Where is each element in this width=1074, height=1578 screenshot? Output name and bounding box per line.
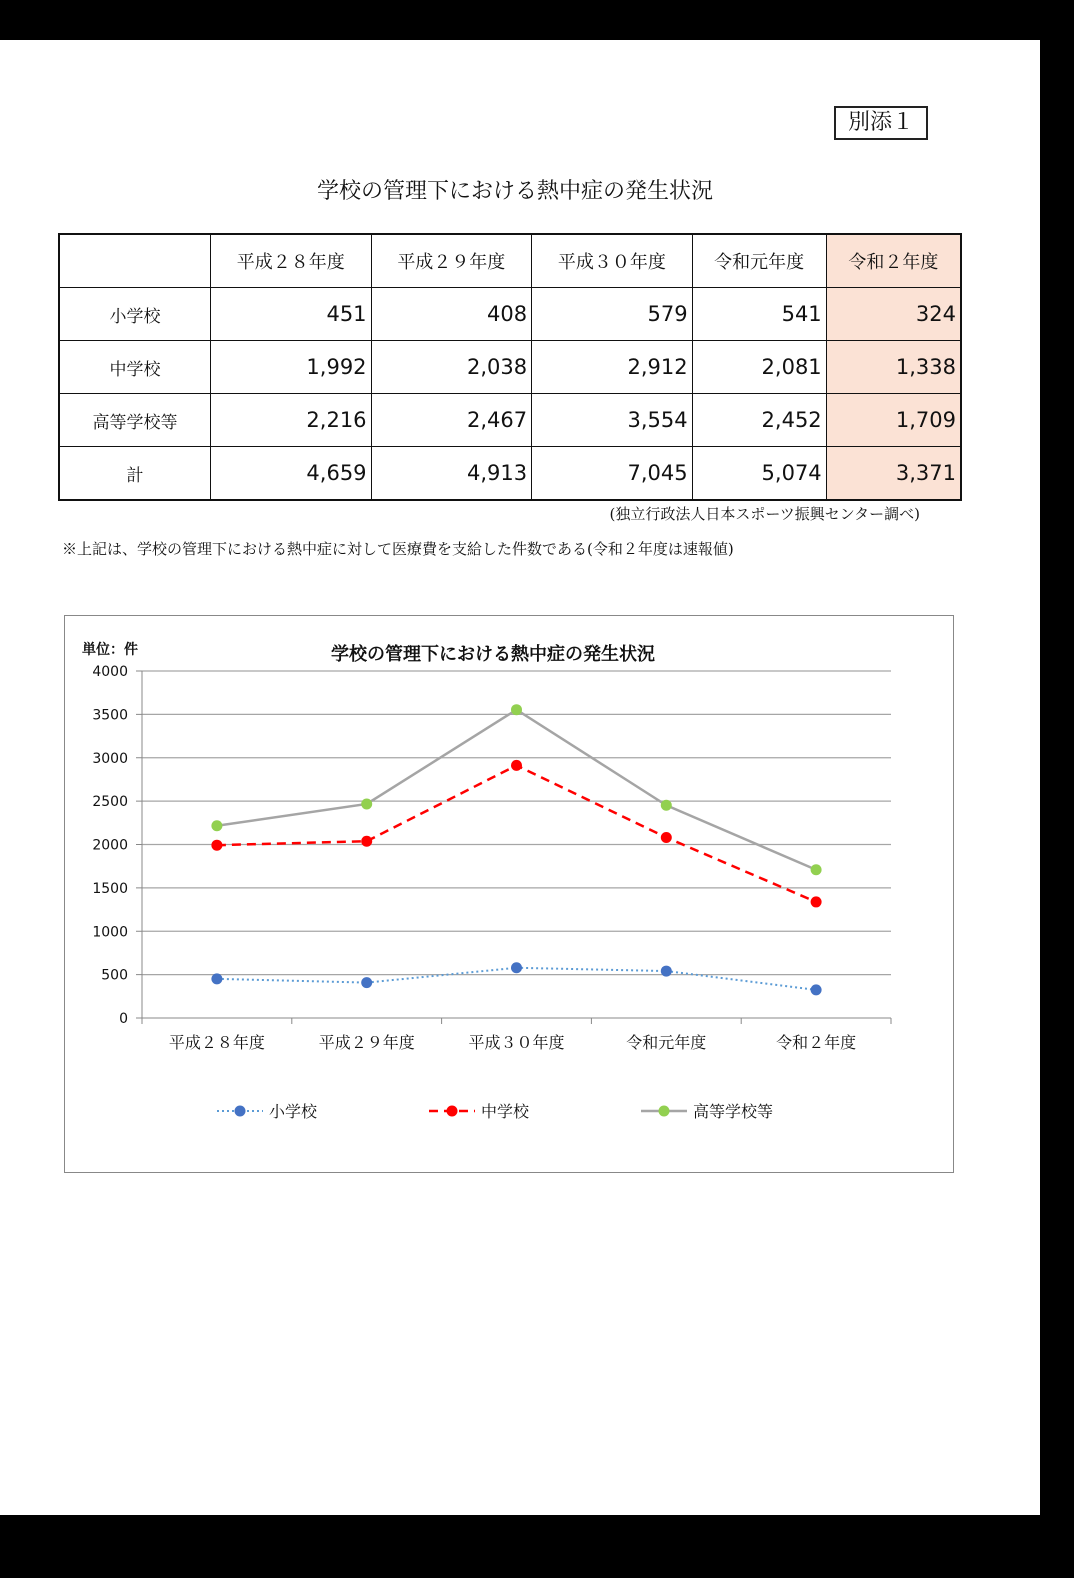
- data-point: [511, 760, 522, 771]
- y-tick-label: 4000: [92, 664, 128, 680]
- data-point: [661, 800, 672, 811]
- legend: [217, 1102, 773, 1121]
- chart-canvas: [65, 616, 953, 1172]
- row-label: 中学校: [59, 341, 211, 394]
- table-header-row: [59, 234, 961, 288]
- table-cell: 579: [532, 288, 693, 341]
- table-cell: 7,045: [532, 447, 693, 501]
- column-header: 平成２８年度: [211, 234, 372, 288]
- table-row-total: [59, 447, 961, 501]
- row-label: 計: [59, 447, 211, 501]
- data-point: [361, 798, 372, 809]
- data-point: [361, 977, 372, 988]
- legend-label: 高等学校等: [693, 1102, 774, 1121]
- document-page: [0, 40, 1040, 1515]
- data-point: [811, 984, 822, 995]
- y-tick-label: 1500: [92, 880, 128, 897]
- data-point: [511, 962, 522, 973]
- statistics-table: [58, 233, 962, 501]
- data-point: [661, 966, 672, 977]
- attachment-label: 別添１: [834, 106, 928, 140]
- legend-label: 小学校: [269, 1102, 318, 1121]
- chart-title: 学校の管理下における熱中症の発生状況: [331, 644, 655, 665]
- table-cell-highlighted: 1,709: [826, 394, 961, 447]
- row-label: 小学校: [59, 288, 211, 341]
- table-row: [59, 341, 961, 394]
- table-cell-highlighted: 3,371: [826, 447, 961, 501]
- table-cell: 408: [371, 288, 532, 341]
- table-cell: 2,912: [532, 341, 693, 394]
- data-point: [361, 836, 372, 847]
- y-tick-label: 500: [101, 967, 128, 984]
- x-tick-label: 平成２９年度: [318, 1033, 415, 1052]
- y-tick-label: 2500: [92, 794, 128, 811]
- data-point: [211, 973, 222, 984]
- axes: [92, 664, 891, 1052]
- data-point: [511, 704, 522, 715]
- column-header-highlighted: 令和２年度: [826, 234, 961, 288]
- legend-swatch-marker: [659, 1106, 670, 1117]
- table-row: [59, 394, 961, 447]
- row-label: 高等学校等: [59, 394, 211, 447]
- y-tick-label: 3500: [92, 707, 128, 724]
- x-tick-label: 令和元年度: [626, 1033, 707, 1052]
- series-line: [217, 710, 816, 870]
- table-cell: 541: [692, 288, 826, 341]
- table-corner-cell: [59, 234, 211, 288]
- footnote: ※上記は、学校の管理下における熱中症に対して医療費を支給した件数である(令和２年度は速報値): [62, 540, 734, 558]
- column-header: 平成３０年度: [532, 234, 693, 288]
- table-cell: 2,038: [371, 341, 532, 394]
- line-chart: [64, 615, 954, 1173]
- x-tick-label: 平成３０年度: [468, 1033, 565, 1052]
- table-cell: 2,081: [692, 341, 826, 394]
- series-group: [211, 704, 821, 995]
- data-point: [811, 896, 822, 907]
- y-tick-label: 3000: [92, 750, 128, 767]
- table-cell: 4,659: [211, 447, 372, 501]
- document-title: 学校の管理下における熱中症の発生状況: [316, 179, 713, 204]
- table-cell: 4,913: [371, 447, 532, 501]
- table-cell: 3,554: [532, 394, 693, 447]
- table-cell: 5,074: [692, 447, 826, 501]
- table-cell: 2,452: [692, 394, 826, 447]
- series-line: [217, 765, 816, 902]
- table-cell: 2,216: [211, 394, 372, 447]
- legend-swatch-marker: [235, 1106, 246, 1117]
- table-cell: 2,467: [371, 394, 532, 447]
- column-header: 令和元年度: [692, 234, 826, 288]
- x-tick-label: 令和２年度: [776, 1033, 857, 1052]
- column-header: 平成２９年度: [371, 234, 532, 288]
- y-tick-label: 2000: [92, 837, 128, 854]
- legend-label: 中学校: [481, 1102, 530, 1121]
- table-cell-highlighted: 1,338: [826, 341, 961, 394]
- legend-swatch-marker: [447, 1106, 458, 1117]
- data-point: [811, 864, 822, 875]
- source-note: (独立行政法人日本スポーツ振興センター調べ): [609, 505, 920, 523]
- table-cell-highlighted: 324: [826, 288, 961, 341]
- data-point: [211, 840, 222, 851]
- table-cell: 451: [211, 288, 372, 341]
- x-tick-label: 平成２８年度: [168, 1033, 265, 1052]
- y-tick-label: 0: [119, 1011, 128, 1027]
- table-row: [59, 288, 961, 341]
- data-point: [211, 820, 222, 831]
- table-cell: 1,992: [211, 341, 372, 394]
- unit-label: 単位：件: [82, 642, 138, 658]
- data-point: [661, 832, 672, 843]
- y-tick-label: 1000: [92, 924, 128, 941]
